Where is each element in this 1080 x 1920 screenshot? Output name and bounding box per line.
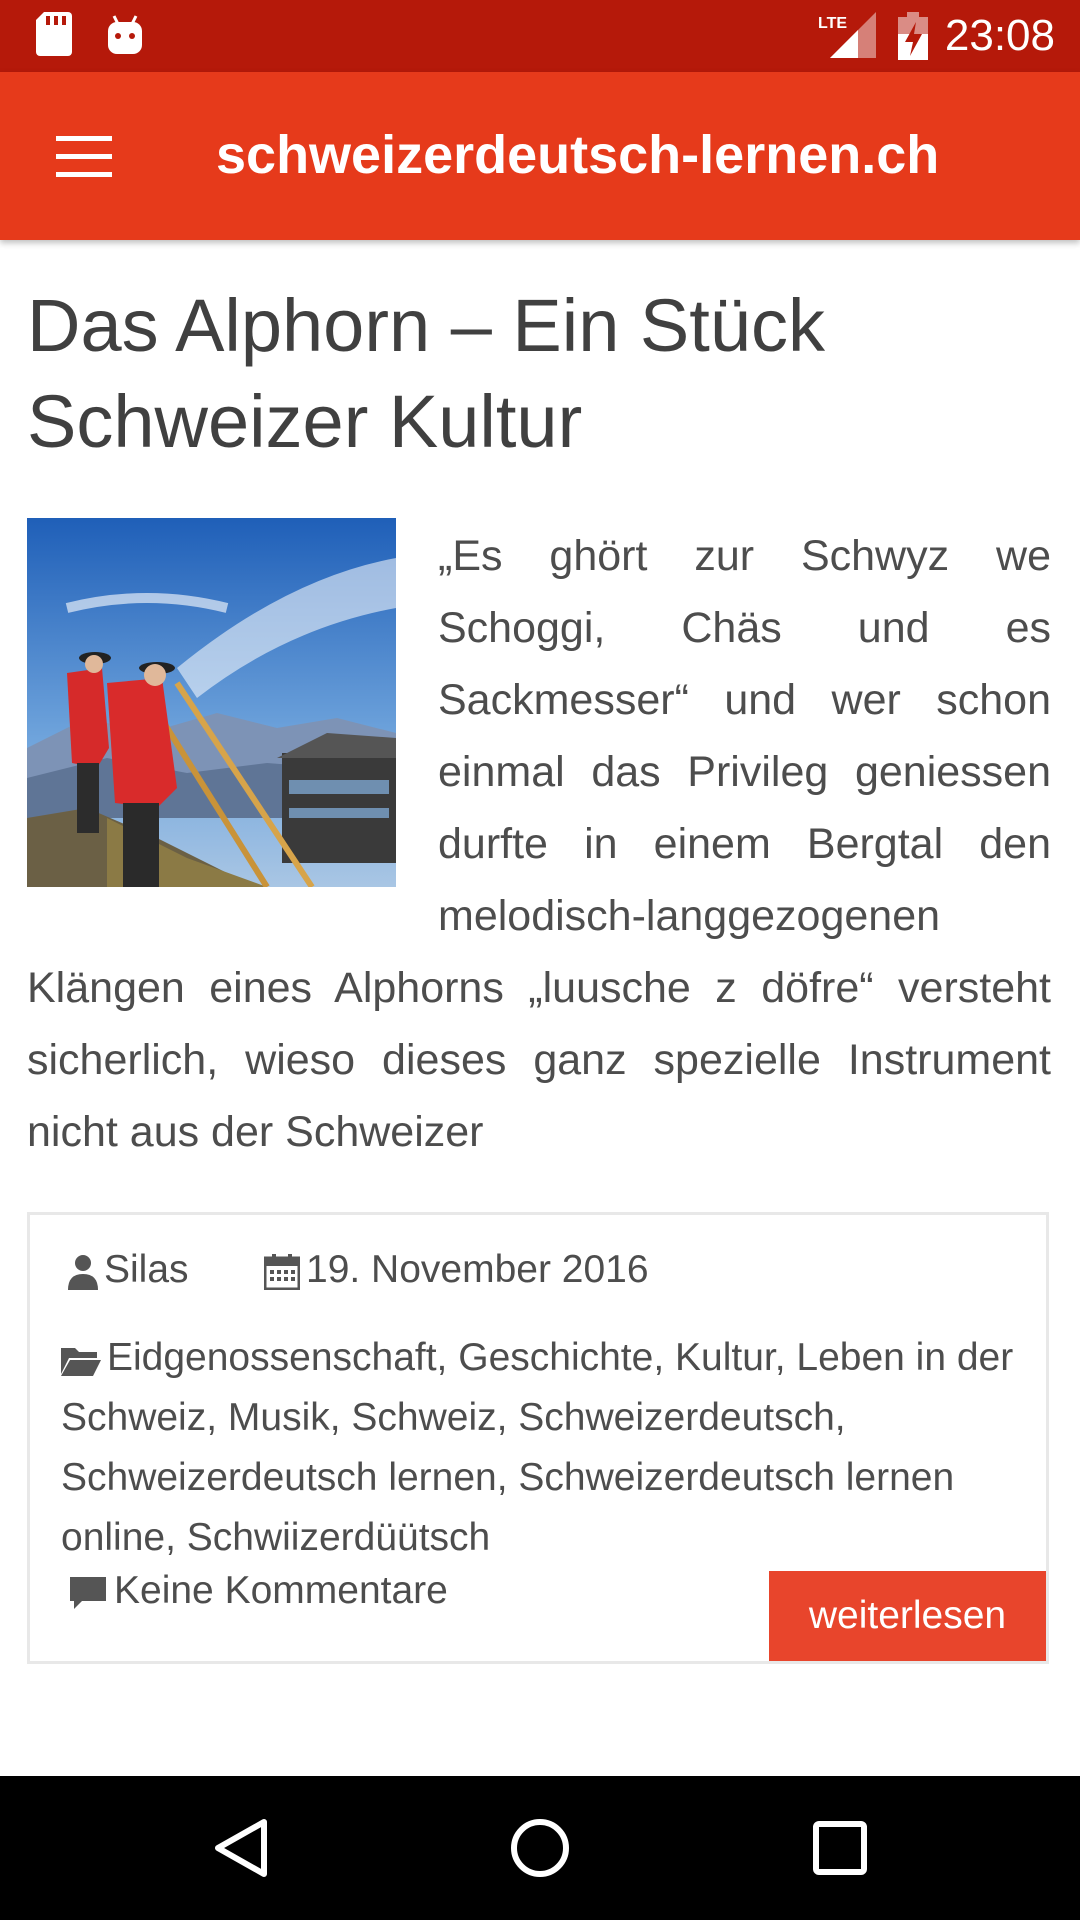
battery-charging-icon xyxy=(896,12,930,60)
read-more-button[interactable]: weiterlesen xyxy=(769,1571,1046,1661)
status-bar xyxy=(0,0,1080,72)
post-title-line-2[interactable]: Schweizer Kultur xyxy=(27,380,583,463)
home-icon[interactable] xyxy=(504,1812,576,1884)
comments-link[interactable]: Keine Kommentare xyxy=(114,1569,448,1612)
lte-signal-icon xyxy=(818,12,876,58)
hamburger-menu-icon[interactable] xyxy=(40,122,130,192)
clock: 23:08 xyxy=(944,11,1055,60)
site-title[interactable]: schweizerdeutsch-lernen.ch xyxy=(216,125,940,185)
categories-row xyxy=(61,1328,1021,1568)
author-row xyxy=(68,1240,189,1300)
user-icon xyxy=(68,1254,98,1290)
alphorn-players-photo[interactable] xyxy=(27,518,396,887)
recents-icon[interactable] xyxy=(804,1812,876,1884)
post-excerpt-continued: Klängen eines Alphorns „luusche z döfre“ versteht sicherlich, wieso dieses ganz spezielle Instrument nicht aus der Schweizer xyxy=(27,964,1051,1156)
date-row xyxy=(264,1240,649,1300)
post-meta-box xyxy=(27,1212,1049,1664)
android-debug-icon xyxy=(106,12,144,56)
author-name[interactable]: Silas xyxy=(104,1248,189,1291)
navigation-bar xyxy=(0,1776,1080,1920)
sd-card-icon xyxy=(36,12,72,56)
svg-text:LTE: LTE xyxy=(818,15,848,32)
calendar-icon xyxy=(264,1254,300,1290)
back-icon[interactable] xyxy=(206,1812,278,1884)
comment-icon xyxy=(68,1575,108,1611)
post-excerpt-intro: „Es ghört zur Schwyz we Schoggi, Chäs und es Sackmesser“ und wer schon einmal das Privileg geniessen durfte in einem Bergtal den melodisch-langgezogenen xyxy=(438,532,1051,940)
post-title-line-1[interactable]: Das Alphorn – Ein Stück xyxy=(27,284,825,367)
app-bar xyxy=(0,72,1080,240)
post-title[interactable] xyxy=(27,278,1047,470)
post-date[interactable]: 19. November 2016 xyxy=(306,1248,649,1291)
comments-row xyxy=(68,1561,448,1621)
category-list[interactable]: Eidgenossenschaft, Geschichte, Kultur, Leben in der Schweiz, Musik, Schweiz, Schweizerdeutsch, Schweizerdeutsch lernen, Schweizerdeutsch lernen online, Schwiizerdüütsch xyxy=(61,1336,1014,1559)
folder-icon xyxy=(61,1344,101,1376)
